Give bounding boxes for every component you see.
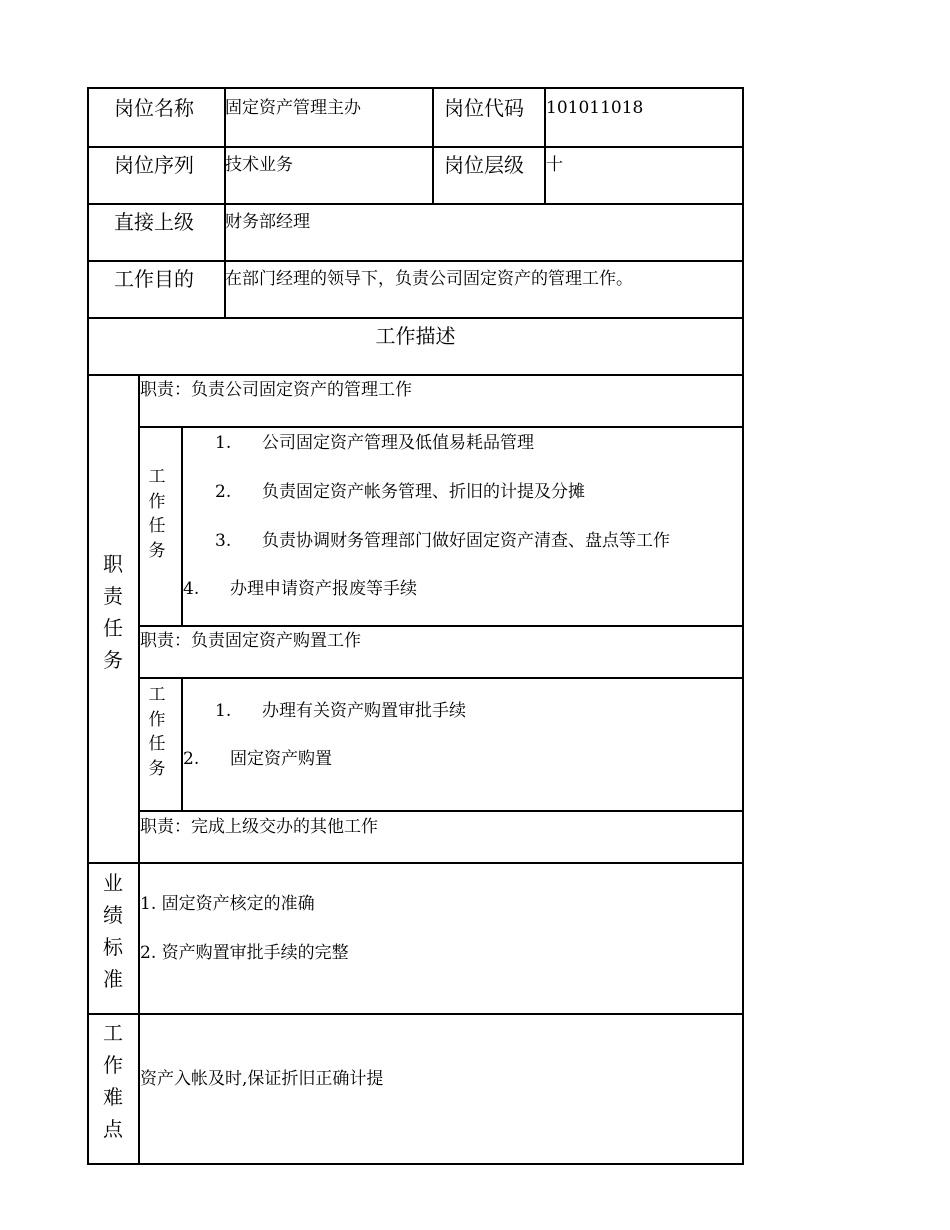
- direct-superior-value: 财务部经理: [225, 212, 310, 232]
- border-bottom: [87, 1163, 744, 1165]
- divider-col-mid: [432, 87, 434, 205]
- duty-2-task-2-num: 2.: [183, 749, 200, 769]
- divider-row4: [87, 317, 744, 319]
- duty-1-title: 职责：负责公司固定资产的管理工作: [140, 380, 412, 400]
- divider-duty1-title: [139, 426, 744, 428]
- divider-col-task-label-2: [181, 677, 183, 812]
- border-top: [87, 87, 744, 89]
- duty-2-task-2-text: 固定资产购置: [230, 749, 332, 769]
- position-sequence-label: 岗位序列: [114, 153, 194, 177]
- border-left: [87, 87, 89, 1165]
- duties-section-label: 职 责 任 务: [103, 552, 123, 672]
- position-name-label: 岗位名称: [114, 96, 194, 120]
- difficulty-text: 资产入帐及时,保证折旧正确计提: [140, 1069, 384, 1089]
- divider-duty2-title-bottom: [139, 677, 744, 679]
- duty-1-task-3-num: 3.: [215, 531, 232, 551]
- performance-item-1: 1. 固定资产核定的准确: [140, 894, 315, 914]
- divider-duty2-title-top: [139, 625, 744, 627]
- position-name-value: 固定资产管理主办: [225, 98, 361, 118]
- position-code-value: 101011018: [546, 98, 644, 118]
- divider-duty3-title-top: [139, 810, 744, 812]
- job-purpose-label: 工作目的: [114, 267, 194, 291]
- duty-1-task-3-text: 负责协调财务管理部门做好固定资产清查、盘点等工作: [262, 531, 670, 551]
- performance-item-2: 2. 资产购置审批手续的完整: [140, 943, 349, 963]
- duty-1-task-label: 工 作 任 务: [148, 467, 166, 561]
- difficulty-section-label: 工 作 难 点: [103, 1021, 123, 1141]
- position-sequence-value: 技术业务: [225, 155, 293, 175]
- duty-2-title: 职责：负责固定资产购置工作: [140, 631, 361, 651]
- duty-1-task-4-num: 4.: [183, 579, 200, 599]
- duty-2-task-1-num: 1.: [215, 701, 232, 721]
- divider-difficulty-top: [87, 1013, 744, 1015]
- divider-col-section-label: [138, 374, 140, 1165]
- duty-1-task-1-text: 公司固定资产管理及低值易耗品管理: [262, 433, 534, 453]
- position-level-value: 十: [546, 155, 563, 175]
- position-code-label: 岗位代码: [444, 96, 524, 120]
- border-right: [742, 87, 744, 1165]
- duty-2-task-1-text: 办理有关资产购置审批手续: [262, 701, 466, 721]
- position-level-label: 岗位层级: [444, 153, 524, 177]
- divider-row2: [87, 203, 744, 205]
- duty-1-task-2-text: 负责固定资产帐务管理、折旧的计提及分摊: [262, 482, 585, 502]
- divider-performance-top: [87, 862, 744, 864]
- performance-section-label: 业 绩 标 准: [103, 871, 123, 991]
- job-description-title: 工作描述: [375, 324, 456, 348]
- duty-3-title: 职责：完成上级交办的其他工作: [140, 817, 378, 837]
- duty-2-task-label: 工 作 任 务: [148, 685, 166, 779]
- divider-row3: [87, 260, 744, 262]
- job-purpose-value: 在部门经理的领导下，负责公司固定资产的管理工作。: [225, 269, 633, 289]
- duty-1-task-1-num: 1.: [215, 433, 232, 453]
- divider-row1: [87, 146, 744, 148]
- duty-1-task-4-text: 办理申请资产报废等手续: [230, 579, 417, 599]
- duty-1-task-2-num: 2.: [215, 482, 232, 502]
- divider-row5: [87, 374, 744, 376]
- direct-superior-label: 直接上级: [114, 210, 194, 234]
